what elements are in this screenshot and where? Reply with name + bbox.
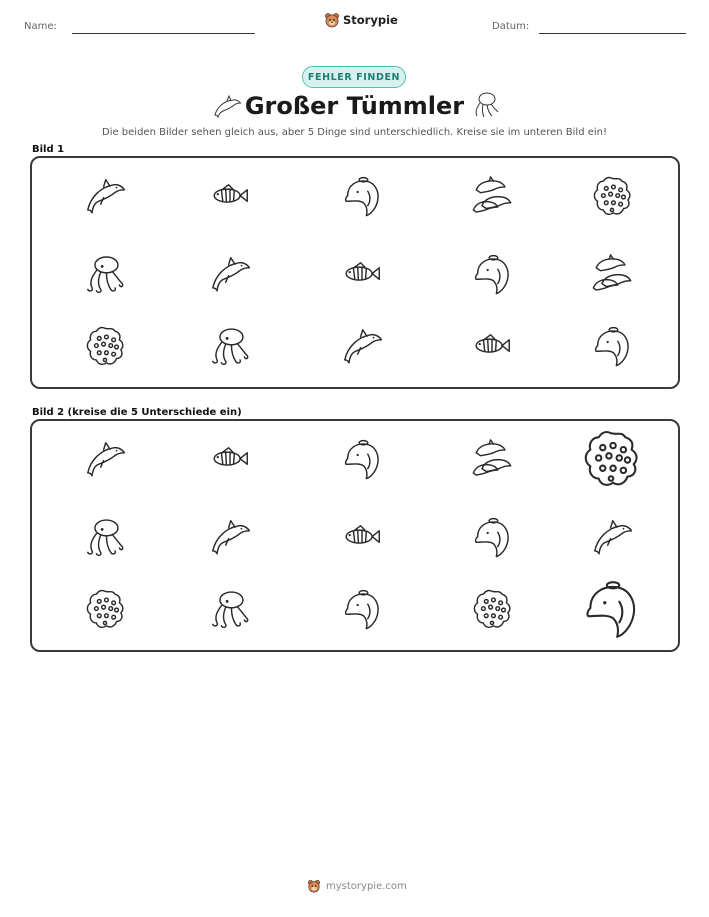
dolphin-pod-icon xyxy=(469,174,515,220)
fish-icon xyxy=(207,437,253,483)
picture2-cell[interactable] xyxy=(457,431,527,489)
storypie-logo xyxy=(324,12,398,28)
picture1-cell xyxy=(327,246,397,304)
footer-url: mystorypie.com xyxy=(326,880,407,892)
picture2-cell[interactable] xyxy=(457,509,527,567)
fish-icon xyxy=(339,252,385,298)
bear-logo-icon xyxy=(324,12,340,28)
picture1-cell xyxy=(577,318,647,376)
picture2-cell[interactable] xyxy=(195,431,265,489)
dolphin-icon xyxy=(207,252,253,298)
picture2-cell[interactable] xyxy=(577,509,647,567)
dolphin-head-large-icon xyxy=(578,577,644,643)
picture2-cell[interactable] xyxy=(195,581,265,639)
page-title: Großer Tümmler xyxy=(244,92,465,120)
picture1-cell xyxy=(577,168,647,226)
cuttlefish-icon xyxy=(207,324,253,370)
picture2-cell[interactable] xyxy=(571,425,651,495)
picture2-cell[interactable] xyxy=(571,575,651,645)
picture1-cell xyxy=(457,318,527,376)
dolphin-pod-icon xyxy=(469,437,515,483)
dolphin-head-icon xyxy=(469,515,515,561)
fish-icon xyxy=(207,174,253,220)
coral-icon xyxy=(82,324,128,370)
instructions: Die beiden Bilder sehen gleich aus, aber 5 Dinge sind unterschiedlich. Kreise sie im unteren Bild ein! xyxy=(102,127,607,138)
date-label: Datum: xyxy=(492,21,530,32)
dolphin-pod-icon xyxy=(589,252,635,298)
picture1-cell xyxy=(70,246,140,304)
coral-icon xyxy=(82,587,128,633)
picture2-cell[interactable] xyxy=(70,509,140,567)
picture2-cell[interactable] xyxy=(327,431,397,489)
coral-large-icon xyxy=(578,427,644,493)
bear-logo-icon xyxy=(307,879,321,893)
date-line[interactable] xyxy=(539,33,686,34)
coral-icon xyxy=(469,587,515,633)
picture1-cell xyxy=(457,246,527,304)
picture2-cell[interactable] xyxy=(327,581,397,639)
footer xyxy=(307,879,407,893)
picture1-cell xyxy=(70,168,140,226)
picture2-label: Bild 2 (kreise die 5 Unterschiede ein) xyxy=(32,407,242,418)
picture1-cell xyxy=(195,168,265,226)
picture2-cell[interactable] xyxy=(70,431,140,489)
dolphin-head-icon xyxy=(339,587,385,633)
dolphin-icon xyxy=(207,515,253,561)
dolphin-icon xyxy=(589,515,635,561)
picture2-cell[interactable] xyxy=(327,509,397,567)
picture1-cell xyxy=(195,318,265,376)
fish-icon xyxy=(339,515,385,561)
picture1-cell xyxy=(327,318,397,376)
picture1-panel xyxy=(30,156,680,389)
picture1-cell xyxy=(327,168,397,226)
picture2-panel[interactable] xyxy=(30,419,680,652)
category-badge: FEHLER FINDEN xyxy=(302,66,406,88)
picture1-cell xyxy=(195,246,265,304)
cuttlefish-icon xyxy=(82,515,128,561)
coral-icon xyxy=(589,174,635,220)
dolphin-icon xyxy=(82,174,128,220)
fish-icon xyxy=(469,324,515,370)
picture1-cell xyxy=(577,246,647,304)
dolphin-head-icon xyxy=(339,437,385,483)
dolphin-head-icon xyxy=(589,324,635,370)
dolphin-icon xyxy=(82,437,128,483)
cuttlefish-icon xyxy=(207,587,253,633)
picture2-cell[interactable] xyxy=(195,509,265,567)
cuttlefish-icon xyxy=(470,90,500,120)
logo-text: Storypie xyxy=(343,13,398,27)
picture1-label: Bild 1 xyxy=(32,144,65,155)
picture1-cell xyxy=(70,318,140,376)
dolphin-head-icon xyxy=(469,252,515,298)
cuttlefish-icon xyxy=(82,252,128,298)
name-label: Name: xyxy=(24,21,57,32)
picture1-cell xyxy=(457,168,527,226)
dolphin-head-icon xyxy=(339,174,385,220)
picture2-cell[interactable] xyxy=(457,581,527,639)
name-line[interactable] xyxy=(72,33,255,34)
dolphin-icon xyxy=(339,324,385,370)
picture2-cell[interactable] xyxy=(70,581,140,639)
